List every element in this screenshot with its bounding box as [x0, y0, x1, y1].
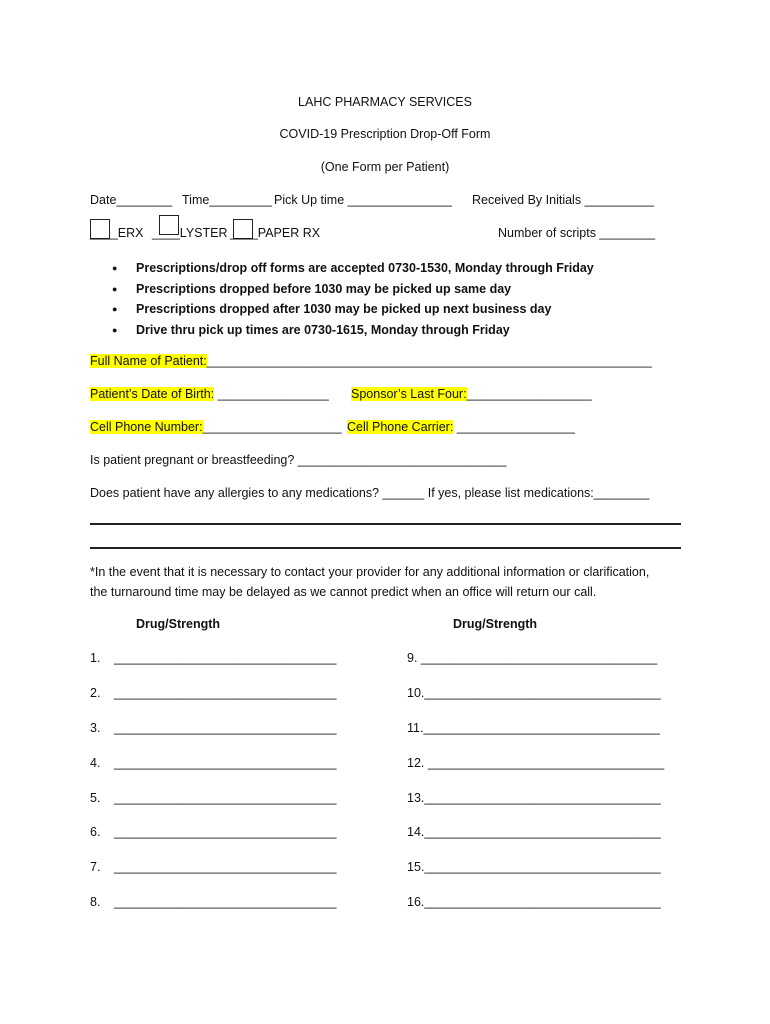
drug-row-number: 6. — [90, 825, 101, 839]
cell-carrier-field[interactable] — [347, 420, 575, 434]
drug-row[interactable] — [90, 857, 336, 877]
drug-row[interactable] — [90, 892, 336, 912]
dob-field[interactable] — [90, 387, 329, 401]
drug-row-line: ________________________________ — [114, 860, 337, 874]
drug-row[interactable]: 11.__________________________________ — [407, 721, 660, 735]
full-name-field[interactable] — [90, 354, 652, 368]
drug-row[interactable]: 14.__________________________________ — [407, 825, 661, 839]
drug-row-line: ________________________________ — [114, 791, 337, 805]
drug-strength-header-left: Drug/Strength — [136, 617, 221, 631]
drug-row-line: ________________________________ — [114, 721, 337, 735]
drug-row-line: ________________________________ — [114, 686, 337, 700]
disclaimer-line-1: *In the event that it is necessary to contact your provider for any additional information or clarification, — [90, 565, 650, 579]
dob-label: Patient’s Date of Birth: — [90, 387, 215, 401]
cell-phone-line: ____________________ — [202, 420, 342, 434]
pregnant-field[interactable]: Is patient pregnant or breastfeeding? ______________________________ — [90, 453, 507, 467]
drug-row-number: 2. — [90, 686, 101, 700]
erx-label: ____ERX — [90, 226, 144, 240]
drug-row[interactable]: 10.__________________________________ — [407, 686, 661, 700]
dob-line: ________________ — [214, 387, 329, 401]
allergies-field[interactable]: Does patient have any allergies to any medications? ______ If yes, please list medications:________ — [90, 486, 650, 500]
pickup-time-field[interactable] — [274, 193, 452, 207]
drug-row[interactable] — [90, 788, 336, 808]
pickup-time-tail: _____ — [417, 193, 452, 207]
drug-row-number: 1. — [90, 651, 101, 665]
drug-row-line: ________________________________ — [114, 651, 337, 665]
drug-row-line: ________________________________ — [114, 756, 337, 770]
medication-line-2[interactable] — [90, 547, 681, 549]
date-field[interactable]: Date________ — [90, 193, 173, 207]
drug-row[interactable] — [90, 822, 336, 842]
number-of-scripts-field[interactable]: Number of scripts ________ — [498, 226, 656, 240]
policy-bullet-list — [112, 258, 594, 341]
drug-row[interactable] — [90, 753, 336, 773]
full-name-line: ________________________________________________________________ — [206, 354, 652, 368]
drug-row[interactable]: 9. __________________________________ — [407, 651, 658, 665]
drug-row[interactable] — [90, 718, 336, 738]
cell-carrier-label: Cell Phone Carrier: — [347, 420, 454, 434]
drug-row[interactable]: 12. __________________________________ — [407, 756, 665, 770]
policy-bullet: ● Drive thru pick up times are 0730-1615, Monday through Friday — [112, 320, 594, 341]
cell-phone-field[interactable] — [90, 420, 342, 434]
drug-row[interactable] — [90, 648, 336, 668]
drug-row-number: 8. — [90, 895, 101, 909]
drug-row-number: 4. — [90, 756, 101, 770]
cell-phone-label: Cell Phone Number: — [90, 420, 203, 434]
org-title: LAHC PHARMACY SERVICES — [298, 95, 472, 109]
policy-bullet: ● Prescriptions/drop off forms are accepted 0730-1530, Monday through Friday — [112, 258, 594, 279]
policy-bullet: ● Prescriptions dropped before 1030 may be picked up same day — [112, 279, 594, 300]
drug-row-number: 7. — [90, 860, 101, 874]
medication-line-1[interactable] — [90, 523, 681, 525]
lyster-label: ____LYSTER — [152, 226, 228, 240]
drug-row-number: 5. — [90, 791, 101, 805]
sponsor-label: Sponsor’s Last Four: — [351, 387, 467, 401]
sponsor-last-four-field[interactable] — [351, 387, 592, 401]
disclaimer-line-2: the turnaround time may be delayed as we cannot predict when an office will return our call. — [90, 585, 597, 599]
drug-row[interactable]: 13.__________________________________ — [407, 791, 661, 805]
cell-carrier-line: _________________ — [453, 420, 575, 434]
drug-row[interactable] — [90, 683, 336, 703]
paper-rx-label: ____PAPER RX — [230, 226, 321, 240]
sponsor-line: __________________ — [466, 387, 592, 401]
drug-strength-header-right: Drug/Strength — [453, 617, 538, 631]
form-note: (One Form per Patient) — [320, 160, 450, 174]
drug-row-line: ________________________________ — [114, 825, 337, 839]
pickup-time-label: Pick Up time __________ — [274, 193, 418, 207]
time-field[interactable]: Time_________ — [182, 193, 272, 207]
form-title: COVID-19 Prescription Drop-Off Form — [279, 127, 491, 141]
drug-row-number: 3. — [90, 721, 101, 735]
received-initials-field[interactable]: Received By Initials __________ — [472, 193, 655, 207]
drug-row-line: ________________________________ — [114, 895, 337, 909]
policy-bullet: ● Prescriptions dropped after 1030 may be picked up next business day — [112, 299, 594, 320]
full-name-label: Full Name of Patient: — [90, 354, 207, 368]
drug-row[interactable]: 15.__________________________________ — [407, 860, 661, 874]
drug-row[interactable]: 16.__________________________________ — [407, 895, 661, 909]
